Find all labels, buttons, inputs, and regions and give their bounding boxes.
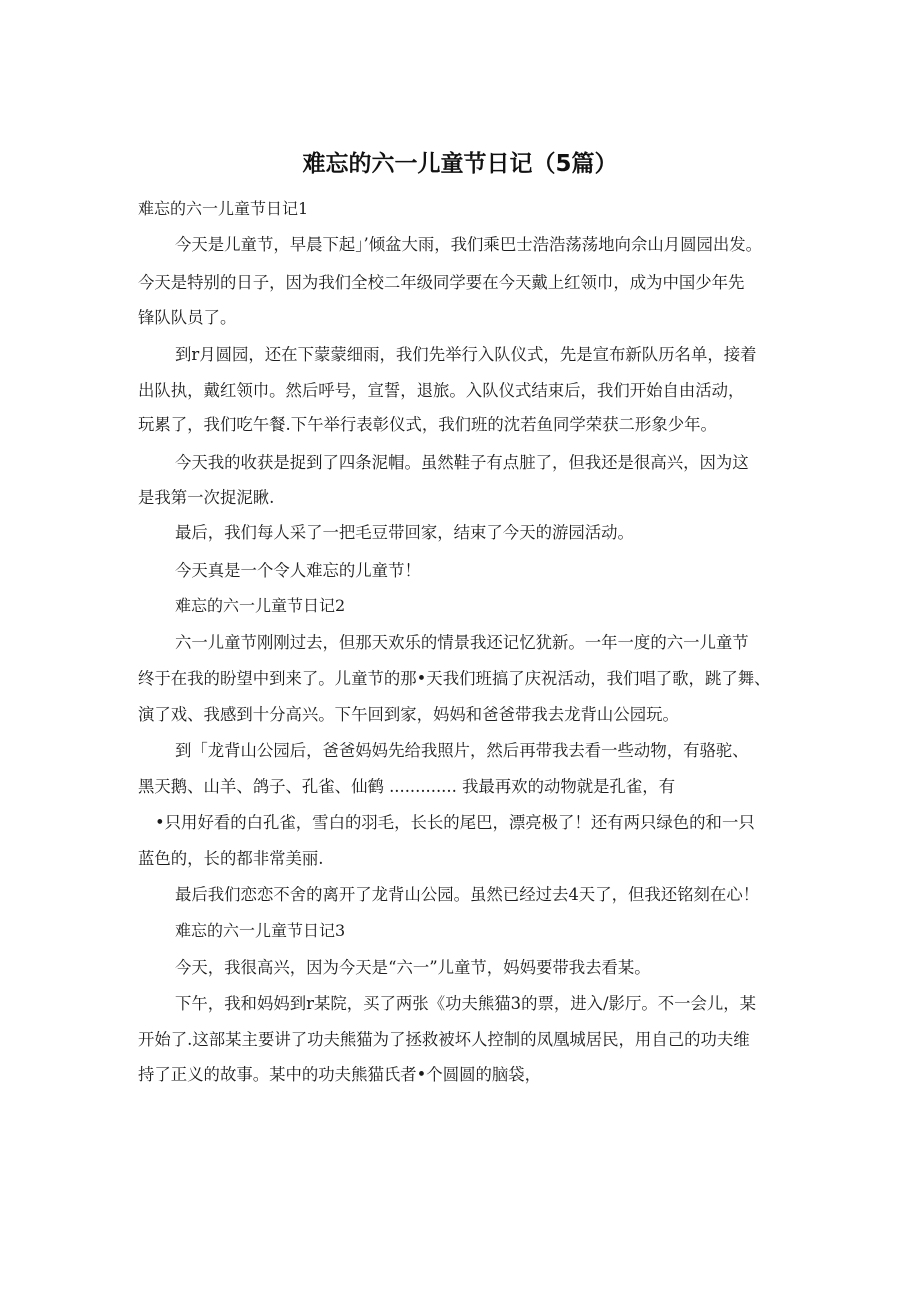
- text-line: 终于在我的盼望中到来了。儿童节的那•天我们班搞了庆祝活动，我们唱了歌，跳了舞、: [138, 669, 771, 688]
- text-line: 今天真是一个令人难忘的儿童节！: [175, 561, 421, 580]
- text-line: 到「龙背山公园后，爸爸妈妈先给我照片，然后再带我去看一些动物，有骆驼、: [175, 741, 749, 760]
- text-line: 最后，我们每人采了一把毛豆带回家，结束了今天的游园活动。: [175, 523, 634, 542]
- text-line: 玩累了，我们吃午餐.下午举行表彰仪式，我们班的沈若鱼同学荣获二形象少年。: [138, 415, 717, 434]
- text-line: 下午，我和妈妈到r某院，买了两张《功夫熊猫3的票，进入/影厅。不一会儿，某: [175, 994, 757, 1013]
- diary-heading-2: 难忘的六一儿童节日记2: [175, 596, 346, 615]
- document-title: 难忘的六一儿童节日记（5篇）: [302, 151, 618, 177]
- diary-heading-1: 难忘的六一儿童节日记1: [138, 199, 309, 218]
- text-line: 今天我的收获是捉到了四条泥帽。虽然鞋子有点脏了，但我还是很高兴，因为这: [175, 453, 749, 472]
- text-line: 黑天鹅、山羊、鸽子、孔雀、仙鹤 ............. 我最再欢的动物就是孔雀，有: [138, 777, 676, 796]
- text-line: 今天是特别的日子，因为我们全校二年级同学要在今天戴上红领巾，成为中国少年先: [138, 273, 745, 292]
- text-line: 蓝色的，长的都非常美丽.: [138, 849, 324, 868]
- text-line: 出队执，戴红领巾。然后呼号，宣誓，退旅。入队仪式结束后，我们开始自由活动，: [138, 381, 745, 400]
- text-line: •只用好看的白孔雀，雪白的羽毛，长长的尾巴，漂亮极了！还有两只绿色的和一只: [155, 813, 755, 832]
- text-line: 演了戏、我感到十分高兴。下午回到家，妈妈和爸爸带我去龙背山公园玩。: [138, 705, 679, 724]
- text-line: 到r月圆园，还在下蒙蒙细雨，我们先举行入队仪式，先是宣布新队历名单，接着: [175, 345, 757, 364]
- text-line: 锋队队员了。: [138, 308, 237, 327]
- text-line: 今天是儿童节，早晨下起」’倾盆大雨，我们乘巴士浩浩荡荡地向佘山月圆园出发。: [175, 235, 763, 254]
- diary-heading-3: 难忘的六一儿童节日记3: [175, 921, 346, 940]
- text-line: 是我第一次捉泥瞅.: [138, 488, 275, 507]
- text-line: 六一儿童节刚刚过去，但那天欢乐的情景我还记忆犹新。一年一度的六一儿童节: [175, 633, 749, 652]
- text-line: 最后我们恋恋不舍的离开了龙背山公园。虽然已经过去4天了，但我还铭刻在心！: [175, 885, 760, 904]
- text-line: 今天，我很高兴，因为今天是“六一”儿童节，妈妈要带我去看某。: [175, 958, 651, 977]
- text-line: 持了正义的故事。某中的功夫熊猫氏者•个圆圆的脑袋，: [138, 1065, 542, 1084]
- text-line: 开始了.这部某主要讲了功夫熊猫为了拯救被坏人控制的凤凰城居民，用自己的功夫维: [138, 1030, 750, 1049]
